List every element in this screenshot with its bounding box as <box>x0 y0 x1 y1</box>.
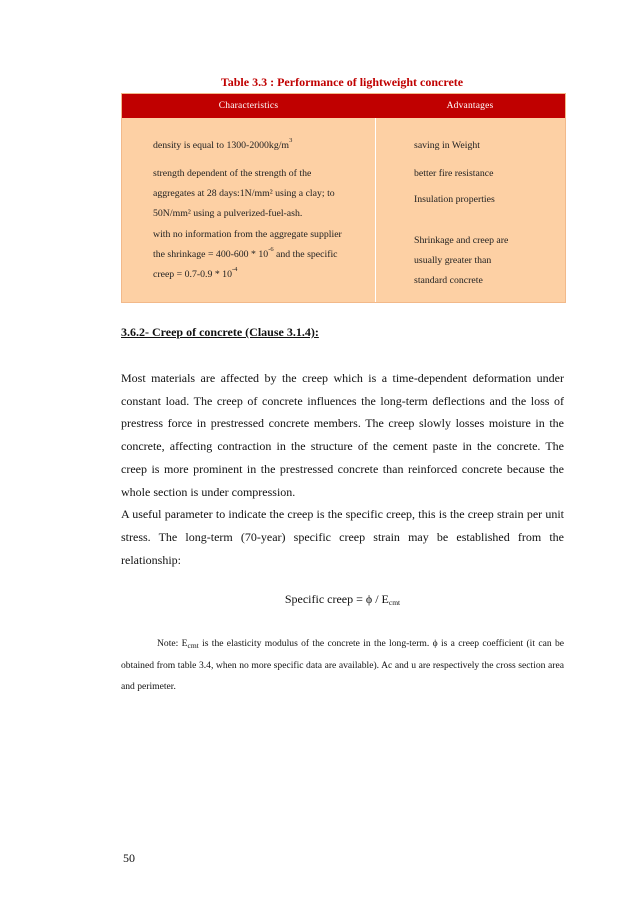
advantage-insulation: Insulation properties <box>414 194 495 205</box>
creep-text: creep = 0.7-0.9 * 10 <box>153 269 232 280</box>
characteristic-strength <box>153 164 371 224</box>
characteristic-density <box>153 136 371 156</box>
density-exponent: 3 <box>289 137 293 144</box>
shrinkage-line-1: with no information from the aggregate supplier <box>153 229 342 240</box>
formula-subscript: cmt <box>388 598 401 607</box>
paragraph-specific-creep: A useful parameter to indicate the creep is the specific creep, this is the creep strain per unit stress. The long-term (70-year) specific creep strain may be established from the relationship: <box>121 507 564 567</box>
advantage-shrinkage-line-2: usually greater than <box>414 255 492 266</box>
strength-line-1: strength dependent of the strength of the <box>153 168 312 179</box>
characteristic-shrinkage <box>153 225 371 285</box>
specific-creep-formula <box>121 592 564 607</box>
formula-text: Specific creep = ϕ / E <box>284 592 389 606</box>
header-characteristics: Characteristics <box>218 101 279 111</box>
header-advantages: Advantages <box>446 101 494 111</box>
performance-table <box>121 93 566 303</box>
shrinkage-text: the shrinkage = 400-600 * 10 <box>153 249 269 260</box>
density-text: density is equal to 1300-2000kg/m <box>153 140 290 151</box>
note-text-rest: is the elasticity modulus of the concrete in the long-term. ϕ is a creep coefficient (it can be obtained from table 3.4, when no more specific data are available). Ac and u are respectively the cross section area and perimeter. <box>121 638 565 693</box>
paragraph-creep-intro: Most materials are affected by the creep which is a time-dependent deformation under constant load. The creep of concrete influences the long-term deflections and the loss of prestress force in prestressed concrete members. The creep slowly losses moisture in the concrete, affecting contraction in the structure of the cement paste in the concrete. The creep is more prominent in the prestressed concrete than reinforced concrete because the whole section is under compression. <box>121 371 564 499</box>
advantage-fire: better fire resistance <box>414 168 494 179</box>
formula-note <box>121 633 564 698</box>
shrinkage-exponent: -6 <box>268 246 274 253</box>
note-text-start: Note: E <box>157 638 188 649</box>
strength-line-2: aggregates at 28 days:1N/mm² using a clay; to <box>153 188 335 199</box>
shrinkage-line-2 <box>153 245 371 265</box>
page-number: 50 <box>123 851 135 865</box>
note-subscript: cmt <box>187 641 199 650</box>
table-header-row <box>122 94 565 118</box>
section-body <box>121 367 564 571</box>
column-divider <box>375 118 376 302</box>
advantage-shrinkage <box>414 231 554 291</box>
section-heading: 3.6.2- Creep of concrete (Clause 3.1.4): <box>121 325 319 339</box>
advantage-shrinkage-line-1: Shrinkage and creep are <box>414 235 509 246</box>
shrinkage-line-3 <box>153 265 371 285</box>
table-caption: Table 3.3 : Performance of lightweight concrete <box>220 75 464 89</box>
strength-line-3: 50N/mm² using a pulverized-fuel-ash. <box>153 208 303 219</box>
advantage-shrinkage-line-3: standard concrete <box>414 275 483 286</box>
shrinkage-text-tail: and the specific <box>273 249 338 260</box>
creep-exponent: -4 <box>231 266 238 273</box>
advantage-weight: saving in Weight <box>414 140 480 151</box>
